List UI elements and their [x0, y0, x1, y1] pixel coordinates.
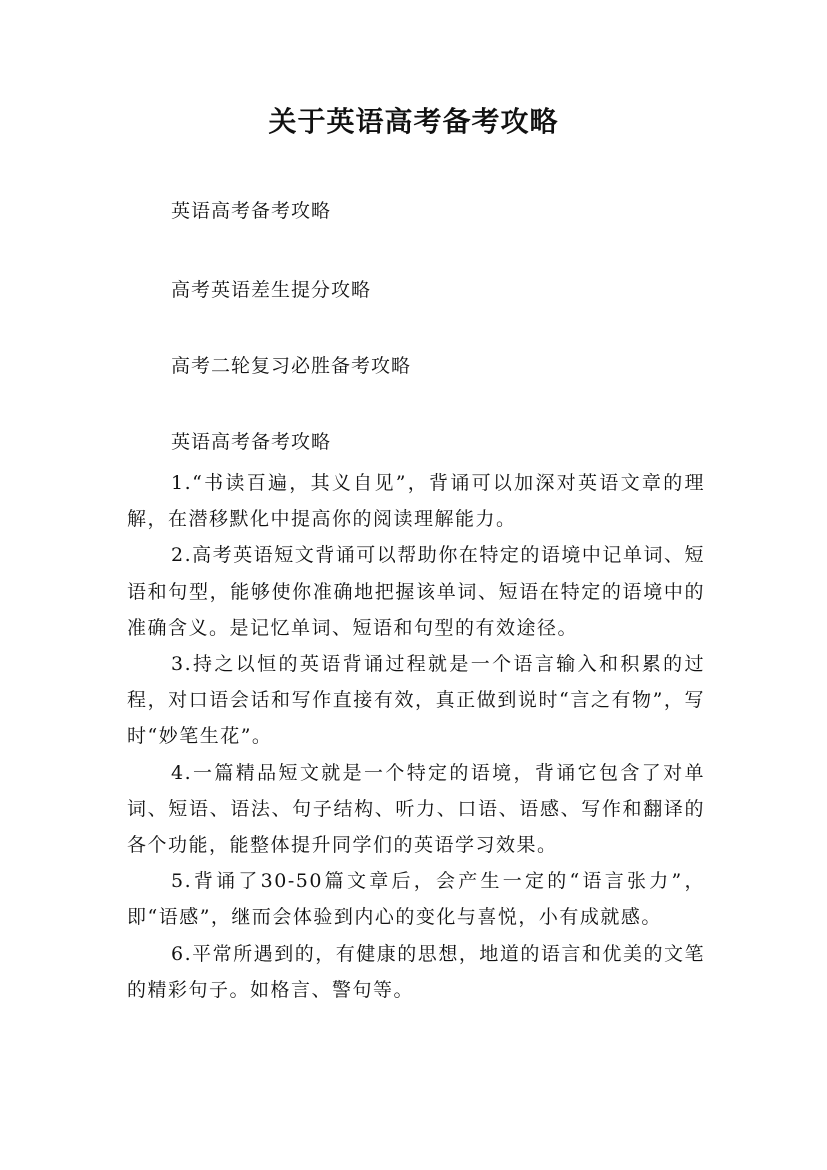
document-title: 关于英语高考备考攻略 — [268, 105, 559, 138]
paragraph-2: 2.高考英语短文背诵可以帮助你在特定的语境中记单词、短语和句型，能够使你准确地把握该单词、短语在特定的语境中的准确含义。是记忆单词、短语和句型的有效途径。 — [127, 544, 705, 639]
paragraph-1: 1.“书读百遍，其义自见”，背诵可以加深对英语文章的理解，在潜移默化中提高你的阅读理解能力。 — [127, 472, 705, 531]
toc-item-1: 英语高考备考攻略 — [171, 200, 332, 222]
paragraph-5: 5.背诵了30-50篇文章后，会产生一定的“语言张力”，即“语感”，继而会体验到内心的变化与喜悦，小有成就感。 — [127, 870, 705, 929]
paragraph-6: 6.平常所遇到的，有健康的思想，地道的语言和优美的文笔的精彩句子。如格言、警句等。 — [127, 942, 705, 1001]
toc-item-3: 高考二轮复习必胜备考攻略 — [171, 355, 412, 377]
paragraph-4: 4.一篇精品短文就是一个特定的语境，背诵它包含了对单词、短语、语法、句子结构、听力、口语、语感、写作和翻译的各个功能，能整体提升同学们的英语学习效果。 — [127, 761, 705, 857]
section-heading: 英语高考备考攻略 — [171, 431, 332, 453]
toc-item-2: 高考英语差生提分攻略 — [171, 279, 372, 301]
body-text — [127, 465, 705, 1008]
paragraph-3: 3.持之以恒的英语背诵过程就是一个语言输入和积累的过程，对口语会话和写作直接有效，真正做到说时“言之有物”，写时“妙笔生花”。 — [127, 653, 705, 748]
